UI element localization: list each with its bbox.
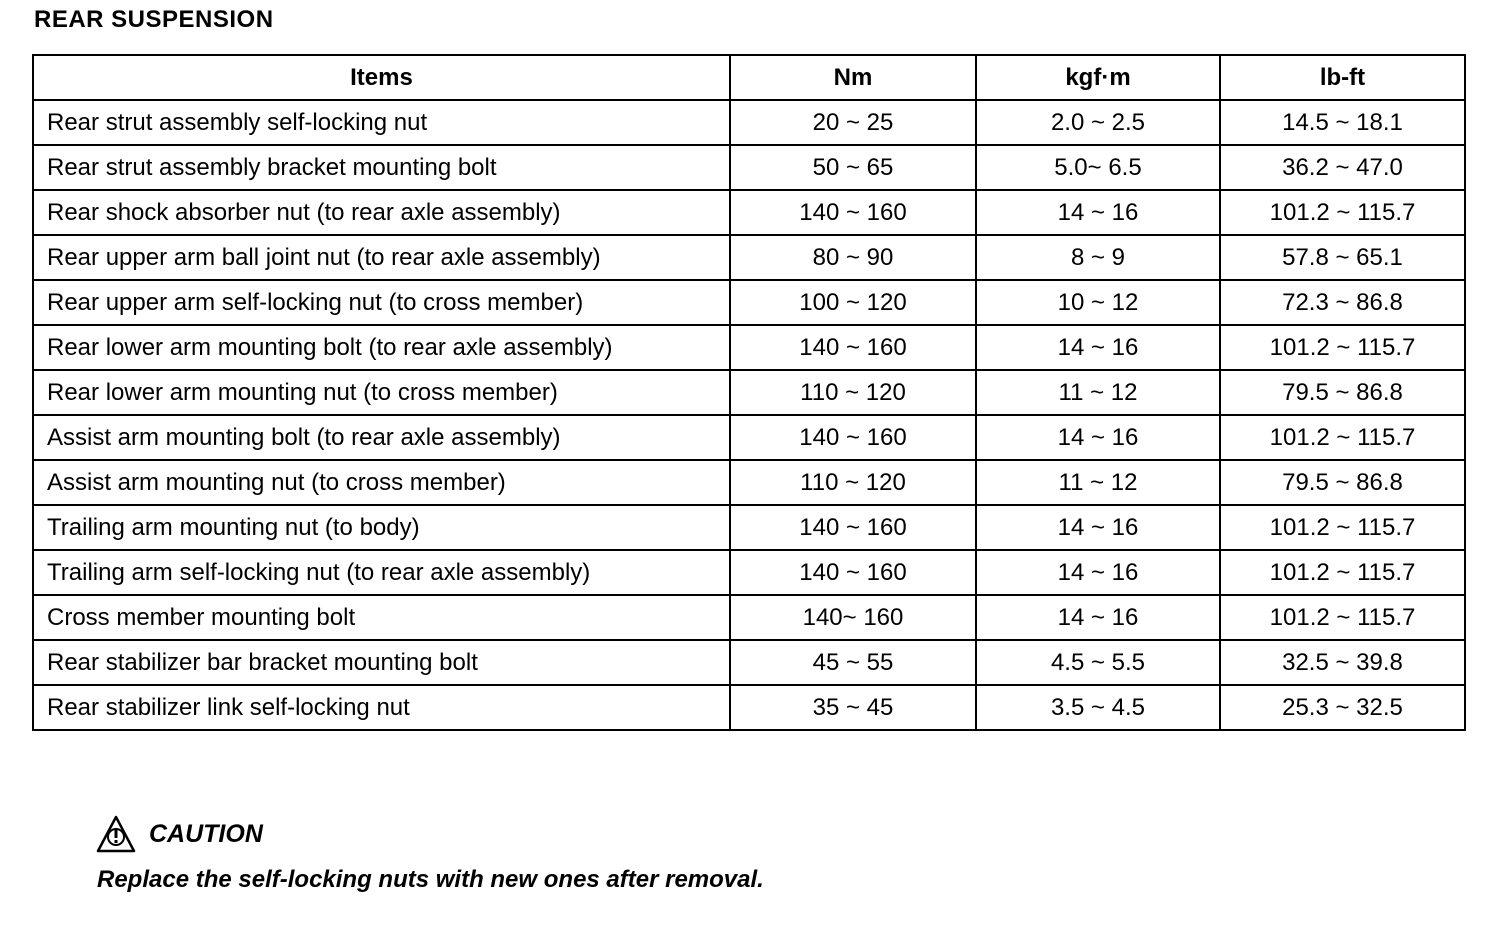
cell-item: Cross member mounting bolt	[33, 595, 730, 640]
cell-lb-ft: 101.2 ~ 115.7	[1220, 505, 1465, 550]
table-row	[33, 460, 1465, 505]
table-row	[33, 685, 1465, 730]
cell-lb-ft: 57.8 ~ 65.1	[1220, 235, 1465, 280]
cell-lb-ft: 32.5 ~ 39.8	[1220, 640, 1465, 685]
cell-kgf-m: 14 ~ 16	[976, 550, 1220, 595]
table-header-row	[33, 55, 1465, 100]
cell-lb-ft: 72.3 ~ 86.8	[1220, 280, 1465, 325]
header-kgf-m: kgf·m	[976, 55, 1220, 100]
cell-kgf-m: 14 ~ 16	[976, 595, 1220, 640]
table-row	[33, 505, 1465, 550]
table-body	[33, 100, 1465, 730]
cell-nm: 45 ~ 55	[730, 640, 976, 685]
cell-kgf-m: 11 ~ 12	[976, 370, 1220, 415]
cell-lb-ft: 101.2 ~ 115.7	[1220, 415, 1465, 460]
cell-item: Assist arm mounting bolt (to rear axle assembly)	[33, 415, 730, 460]
table-row	[33, 100, 1465, 145]
torque-spec-table	[32, 54, 1466, 731]
cell-kgf-m: 14 ~ 16	[976, 415, 1220, 460]
cell-kgf-m: 11 ~ 12	[976, 460, 1220, 505]
caution-label: CAUTION	[149, 819, 263, 848]
cell-nm: 140 ~ 160	[730, 415, 976, 460]
cell-nm: 110 ~ 120	[730, 370, 976, 415]
warning-triangle-icon	[95, 814, 137, 854]
cell-kgf-m: 3.5 ~ 4.5	[976, 685, 1220, 730]
cell-kgf-m: 4.5 ~ 5.5	[976, 640, 1220, 685]
cell-nm: 100 ~ 120	[730, 280, 976, 325]
cell-nm: 140 ~ 160	[730, 505, 976, 550]
table-row	[33, 325, 1465, 370]
cell-item: Rear strut assembly bracket mounting bolt	[33, 145, 730, 190]
cell-lb-ft: 101.2 ~ 115.7	[1220, 190, 1465, 235]
header-lb-ft: lb-ft	[1220, 55, 1465, 100]
cell-item: Rear upper arm self-locking nut (to cross member)	[33, 280, 730, 325]
table-row	[33, 235, 1465, 280]
table-row	[33, 415, 1465, 460]
cell-lb-ft: 36.2 ~ 47.0	[1220, 145, 1465, 190]
table-row	[33, 145, 1465, 190]
cell-kgf-m: 14 ~ 16	[976, 325, 1220, 370]
cell-item: Rear lower arm mounting nut (to cross member)	[33, 370, 730, 415]
cell-lb-ft: 101.2 ~ 115.7	[1220, 325, 1465, 370]
cell-item: Rear strut assembly self-locking nut	[33, 100, 730, 145]
cell-item: Assist arm mounting nut (to cross member)	[33, 460, 730, 505]
caution-heading	[95, 814, 263, 854]
cell-nm: 140 ~ 160	[730, 325, 976, 370]
header-nm: Nm	[730, 55, 976, 100]
cell-kgf-m: 2.0 ~ 2.5	[976, 100, 1220, 145]
cell-nm: 140 ~ 160	[730, 550, 976, 595]
table-row	[33, 595, 1465, 640]
cell-lb-ft: 25.3 ~ 32.5	[1220, 685, 1465, 730]
section-title: REAR SUSPENSION	[34, 6, 274, 33]
cell-nm: 110 ~ 120	[730, 460, 976, 505]
cell-lb-ft: 79.5 ~ 86.8	[1220, 370, 1465, 415]
cell-kgf-m: 10 ~ 12	[976, 280, 1220, 325]
cell-kgf-m: 14 ~ 16	[976, 505, 1220, 550]
cell-item: Rear shock absorber nut (to rear axle assembly)	[33, 190, 730, 235]
cell-item: Trailing arm self-locking nut (to rear axle assembly)	[33, 550, 730, 595]
cell-nm: 35 ~ 45	[730, 685, 976, 730]
cell-kgf-m: 5.0~ 6.5	[976, 145, 1220, 190]
table-row	[33, 190, 1465, 235]
cell-nm: 20 ~ 25	[730, 100, 976, 145]
table-row	[33, 370, 1465, 415]
cell-lb-ft: 101.2 ~ 115.7	[1220, 595, 1465, 640]
cell-kgf-m: 14 ~ 16	[976, 190, 1220, 235]
cell-item: Rear lower arm mounting bolt (to rear axle assembly)	[33, 325, 730, 370]
cell-nm: 50 ~ 65	[730, 145, 976, 190]
cell-nm: 140~ 160	[730, 595, 976, 640]
cell-lb-ft: 79.5 ~ 86.8	[1220, 460, 1465, 505]
header-items: Items	[33, 55, 730, 100]
table-row	[33, 280, 1465, 325]
cell-item: Rear stabilizer link self-locking nut	[33, 685, 730, 730]
cell-lb-ft: 101.2 ~ 115.7	[1220, 550, 1465, 595]
cell-nm: 80 ~ 90	[730, 235, 976, 280]
cell-item: Rear stabilizer bar bracket mounting bolt	[33, 640, 730, 685]
cell-nm: 140 ~ 160	[730, 190, 976, 235]
cell-kgf-m: 8 ~ 9	[976, 235, 1220, 280]
cell-item: Trailing arm mounting nut (to body)	[33, 505, 730, 550]
cell-lb-ft: 14.5 ~ 18.1	[1220, 100, 1465, 145]
cell-item: Rear upper arm ball joint nut (to rear axle assembly)	[33, 235, 730, 280]
caution-text: Replace the self-locking nuts with new ones after removal.	[97, 866, 764, 893]
table-row	[33, 640, 1465, 685]
table-row	[33, 550, 1465, 595]
